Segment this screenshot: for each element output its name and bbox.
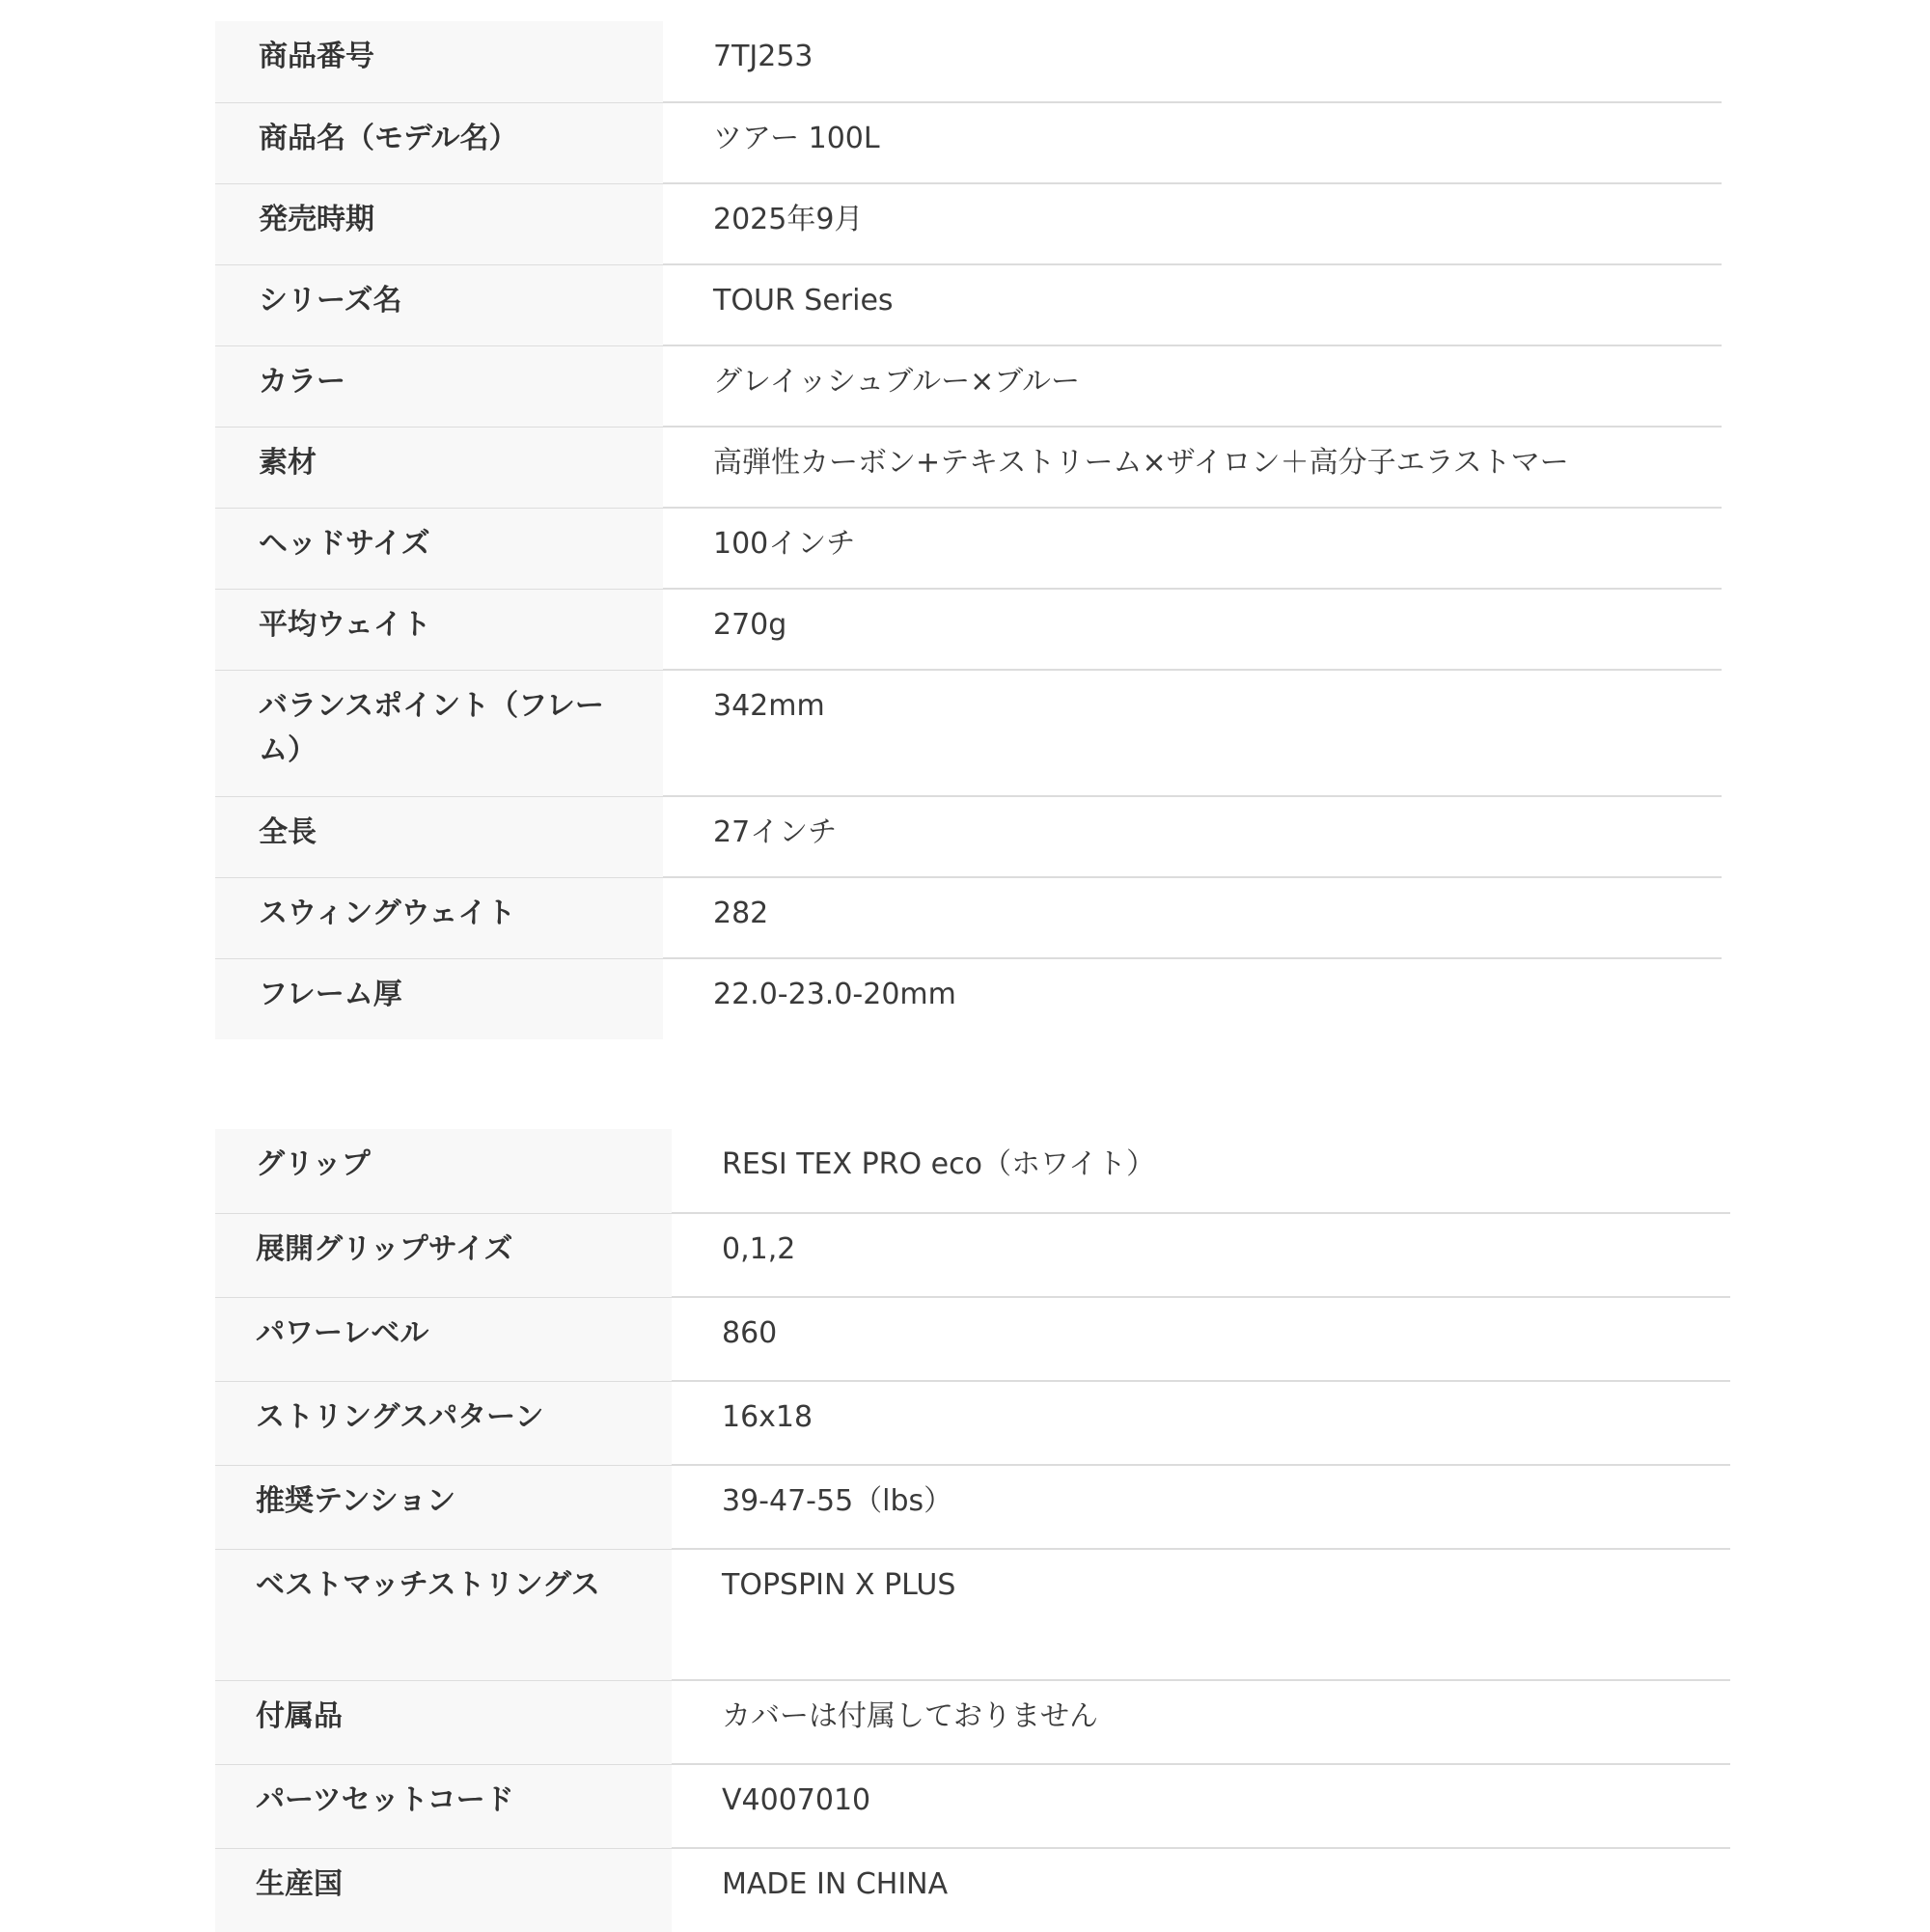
spec-label: フレーム厚 (215, 958, 663, 1039)
spec-label: ベストマッチストリングス (215, 1549, 672, 1680)
spec-row-product-number (215, 21, 1722, 102)
spec-label: 生産国 (215, 1848, 672, 1932)
spec-label: 付属品 (215, 1680, 672, 1764)
spec-value: 高弾性カーボン+テキストリーム×ザイロン＋高分子エラストマー (663, 427, 1722, 508)
spec-label: ストリングスパターン (215, 1381, 672, 1465)
spec-value: 282 (663, 877, 1722, 958)
spec-label: 全長 (215, 796, 663, 877)
spec-row-overall-length (215, 796, 1722, 877)
spec-value: MADE IN CHINA (722, 1867, 949, 1901)
spec-label: 推奨テンション (215, 1465, 672, 1549)
spec-row-accessories (215, 1680, 1730, 1764)
spec-label: バランスポイント（フレーム） (215, 670, 663, 796)
spec-label: ヘッドサイズ (215, 508, 663, 589)
spec-label: グリップ (215, 1129, 672, 1213)
spec-value: TOUR Series (663, 264, 1722, 345)
spec-table-basic (215, 21, 1722, 1039)
spec-value: RESI TEX PRO eco（ホワイト） (672, 1129, 1730, 1213)
spec-value: 270g (663, 589, 1722, 670)
spec-value: 2025年9月 (663, 183, 1722, 264)
spec-row-recommended-tension (215, 1465, 1730, 1549)
spec-row-average-weight (215, 589, 1722, 670)
spec-row-color (215, 345, 1722, 427)
spec-value: V4007010 (672, 1764, 1730, 1848)
spec-row-material (215, 427, 1722, 508)
spec-row-country-of-origin (215, 1848, 1730, 1932)
spec-value: 7TJ253 (663, 21, 1722, 102)
spec-row-swing-weight (215, 877, 1722, 958)
spec-label: 商品番号 (215, 21, 663, 102)
spec-value: グレイッシュブルー×ブルー (663, 345, 1722, 427)
spec-label: 展開グリップサイズ (215, 1213, 672, 1297)
spec-label: 平均ウェイト (215, 589, 663, 670)
spec-label: パーツセットコード (215, 1764, 672, 1848)
spec-value: 22.0-23.0-20mm (713, 978, 956, 1011)
spec-value: 27インチ (663, 796, 1722, 877)
spec-value: 342mm (663, 670, 1722, 796)
spec-row-grip (215, 1129, 1730, 1213)
spec-row-best-match-strings (215, 1549, 1730, 1680)
spec-row-model-name (215, 102, 1722, 183)
spec-label: シリーズ名 (215, 264, 663, 345)
spec-label: カラー (215, 345, 663, 427)
spec-row-frame-thickness (215, 958, 1722, 1039)
spec-value: TOPSPIN X PLUS (672, 1549, 1730, 1680)
spec-row-grip-sizes (215, 1213, 1730, 1297)
spec-label: 発売時期 (215, 183, 663, 264)
spec-value: 16x18 (672, 1381, 1730, 1465)
spec-label: 商品名（モデル名） (215, 102, 663, 183)
spec-value: 39-47-55（lbs） (672, 1465, 1730, 1549)
spec-row-power-level (215, 1297, 1730, 1381)
spec-row-series-name (215, 264, 1722, 345)
spec-label: 素材 (215, 427, 663, 508)
spec-value: 0,1,2 (672, 1213, 1730, 1297)
spec-row-release-date (215, 183, 1722, 264)
spec-label: スウィングウェイト (215, 877, 663, 958)
spec-row-head-size (215, 508, 1722, 589)
spec-value: 100インチ (663, 508, 1722, 589)
spec-value: 860 (672, 1297, 1730, 1381)
spec-label: パワーレベル (215, 1297, 672, 1381)
spec-row-string-pattern (215, 1381, 1730, 1465)
spec-row-balance-point (215, 670, 1722, 796)
spec-value: カバーは付属しておりません (672, 1680, 1730, 1764)
spec-value: ツアー 100L (663, 102, 1722, 183)
spec-table-details (215, 1129, 1730, 1932)
spec-row-parts-set-code (215, 1764, 1730, 1848)
